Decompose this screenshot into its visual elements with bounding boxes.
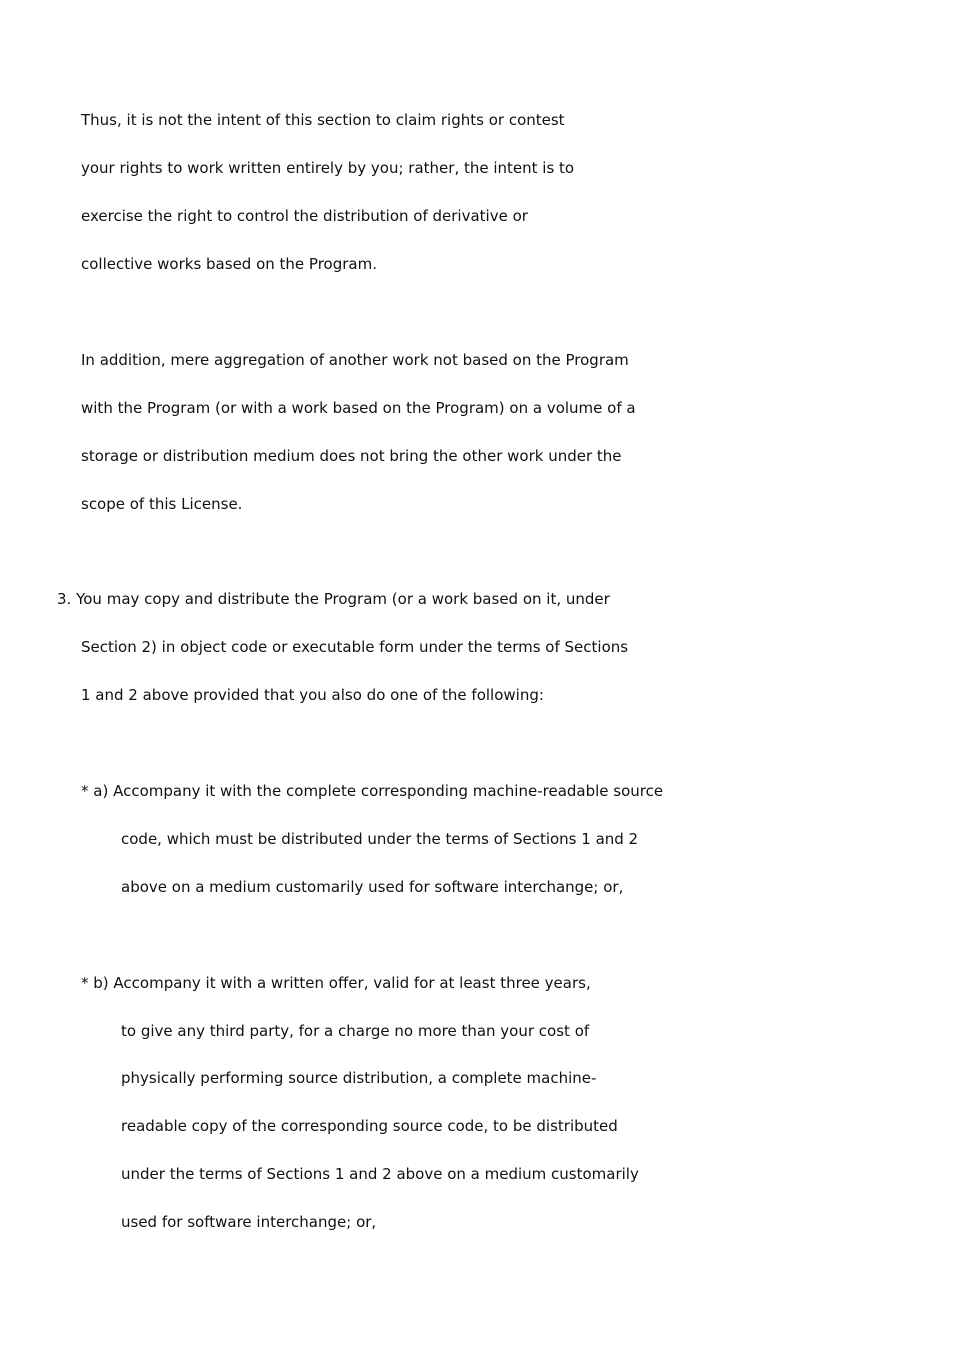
text-line: used for software interchange; or, xyxy=(121,1213,377,1231)
text-line: under the terms of Sections 1 and 2 above on a medium customarily xyxy=(121,1165,639,1183)
text-line: above on a medium customarily used for software interchange; or, xyxy=(121,878,624,896)
section-heading-line: 3. You may copy and distribute the Program (or a work based on it, under xyxy=(57,590,610,608)
text-line: to give any third party, for a charge no more than your cost of xyxy=(121,1022,590,1040)
text-line: 1 and 2 above provided that you also do one of the following: xyxy=(81,686,544,704)
text-line: code, which must be distributed under the terms of Sections 1 and 2 xyxy=(121,830,639,848)
list-item-line: * a) Accompany it with the complete corresponding machine-readable source xyxy=(81,782,664,800)
text-line: Section 2) in object code or executable form under the terms of Sections xyxy=(81,638,629,656)
text-line: scope of this License. xyxy=(81,495,243,513)
text-line: Thus, it is not the intent of this section to claim rights or contest xyxy=(81,111,565,129)
text-line: collective works based on the Program. xyxy=(81,255,377,273)
text-line: exercise the right to control the distribution of derivative or xyxy=(81,207,528,225)
text-line: storage or distribution medium does not bring the other work under the xyxy=(81,447,622,465)
text-line: with the Program (or with a work based on the Program) on a volume of a xyxy=(81,399,636,417)
text-line: In addition, mere aggregation of another work not based on the Program xyxy=(81,351,629,369)
text-line: readable copy of the corresponding source code, to be distributed xyxy=(121,1117,618,1135)
list-item-line: * b) Accompany it with a written offer, valid for at least three years, xyxy=(81,974,591,992)
text-line: physically performing source distribution, a complete machine- xyxy=(121,1069,597,1087)
text-line: your rights to work written entirely by you; rather, the intent is to xyxy=(81,159,575,177)
